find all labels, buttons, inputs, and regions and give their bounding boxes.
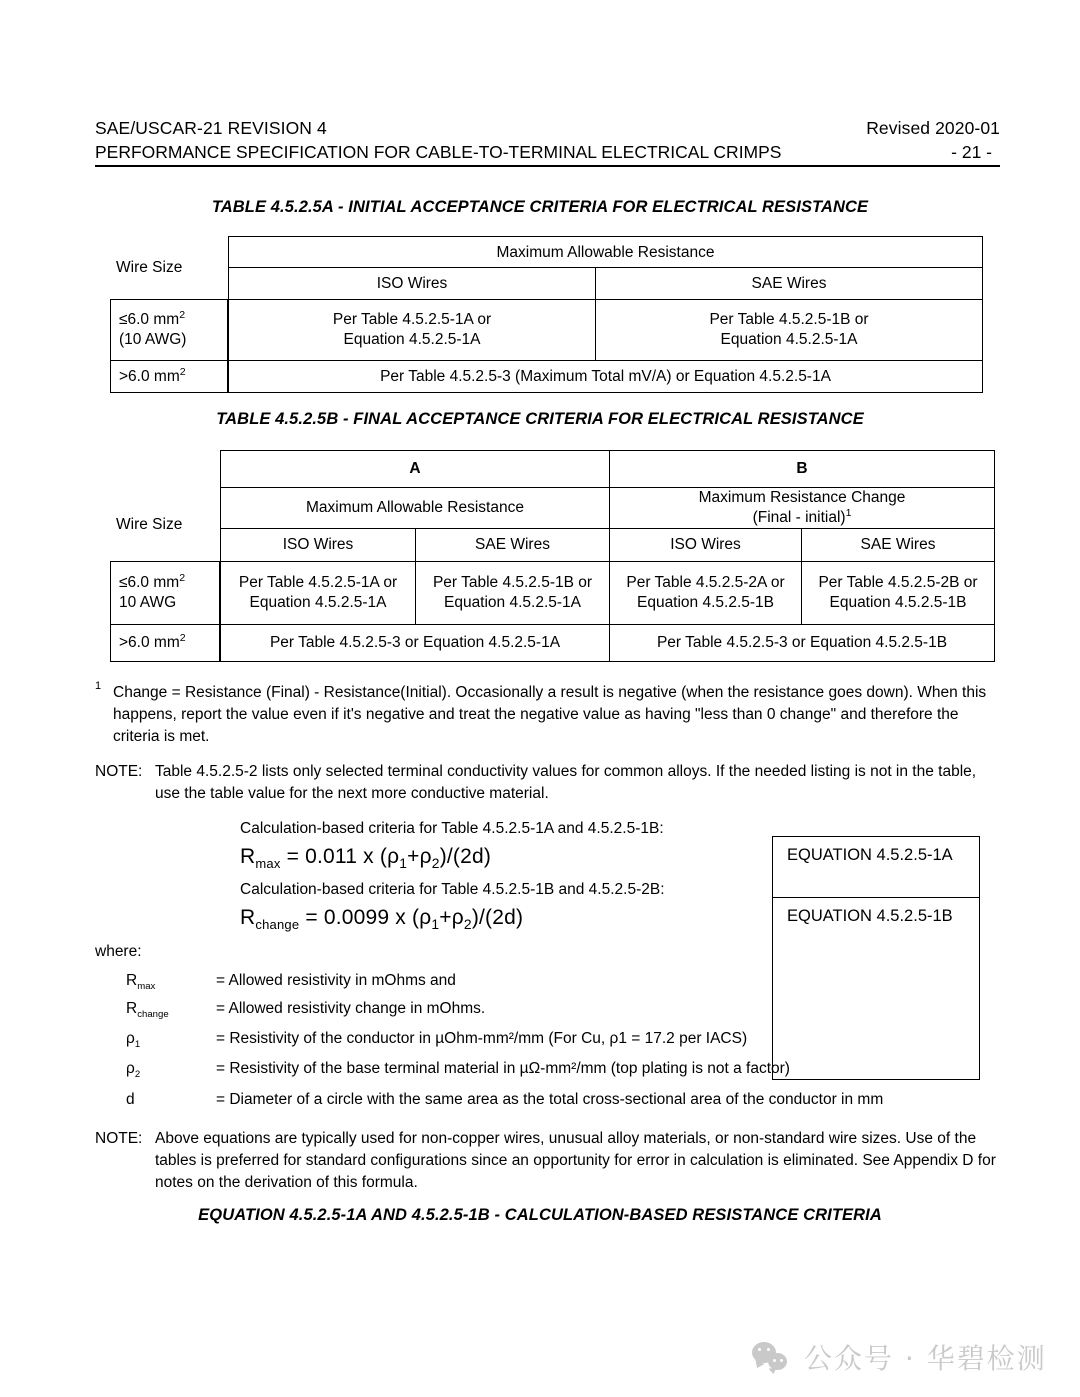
table-b-row1-size-sup: 2 — [179, 572, 186, 585]
table-a-row1-sae — [595, 299, 983, 361]
where-definition-rmax: = Allowed resistivity in mOhms and — [216, 972, 456, 989]
table-b-row1-b-sae-l2: Equation 4.5.2.5-1B — [829, 594, 967, 611]
table-b-row2-a-span: Per Table 4.5.2.5-3 or Equation 4.5.2.5-1A — [220, 624, 610, 662]
equation-2-symbol-sub: change — [255, 916, 300, 932]
table-a-row1-sae-l1: Per Table 4.5.2.5-1B or — [709, 311, 869, 329]
table-b-row1-a-iso — [220, 561, 416, 625]
note-2-label: NOTE: — [95, 1130, 143, 1147]
where-definition-rchange: = Allowed resistivity change in mOhms. — [216, 1000, 486, 1017]
table-a-row2-size-sup: 2 — [179, 365, 186, 378]
note-2 — [95, 1128, 1005, 1194]
table-b-row1-wire-size — [110, 561, 220, 625]
equation-2-rho1-sub: 1 — [431, 915, 440, 932]
where-symbol-rho2: $\rho_2$ — [126, 1060, 141, 1081]
table-b-group-a-letter: A — [220, 450, 610, 488]
table-b-row1-a-sae-l2: Equation 4.5.2.5-1A — [443, 594, 582, 611]
table-b-footnote-marker: 1 — [845, 506, 852, 519]
table-b-col-a-iso: ISO Wires — [220, 528, 416, 562]
equation-2-symbol: R — [240, 905, 256, 929]
equation-1-formula — [240, 842, 760, 871]
equation-1-body3: )/(2d) — [439, 844, 492, 868]
note-2-text: Above equations are typically used for non-copper wires, unusual alloy materials, or non-standard wire sizes. Use of the tables is preferred for standard configurations since an opportunity for error in calculation is eliminated. See Appendix D for notes on the derivation of this formula. — [155, 1130, 996, 1191]
table-b-col-b-iso: ISO Wires — [609, 528, 802, 562]
table-a-wire-size-header: Wire Size — [110, 236, 228, 300]
table-b-group-b-letter: B — [609, 450, 995, 488]
table-a-row2-wire-size — [110, 360, 228, 393]
table-b-row1-awg: 10 AWG — [119, 594, 177, 611]
where-definition-rho1: = Resistivity of the conductor in µOhm-mm²/mm (For Cu, ρ1 = 17.2 per IACS) — [216, 1030, 748, 1047]
where-symbol-d: d — [126, 1091, 135, 1108]
table-b-row1-a-iso-l1: Per Table 4.5.2.5-1A or — [238, 574, 398, 592]
final-caption: EQUATION 4.5.2.5-1A AND 4.5.2.5-1B - CALCULATION-BASED RESISTANCE CRITERIA — [198, 1206, 882, 1224]
table-b-row1-b-iso-l1: Per Table 4.5.2.5-2A or — [626, 574, 785, 592]
table-b-group-b-sub-l1: Maximum Resistance Change — [698, 489, 906, 507]
where-symbol-rmax: $R_{max}$ — [126, 972, 156, 993]
table-a-row2-span: Per Table 4.5.2.5-3 (Maximum Total mV/A) or Equation 4.5.2.5-1A — [228, 360, 983, 393]
equation-2-formula — [240, 903, 760, 932]
table-b-row1-b-sae — [801, 561, 995, 625]
where-definition-d: = Diameter of a circle with the same area as the total cross-sectional area of the conductor in mm — [216, 1091, 884, 1108]
equation-1-body: = 0.011 x (ρ — [280, 844, 400, 868]
equation-2-body: = 0.0099 x (ρ — [299, 905, 432, 929]
table-a-row1-sae-l2: Equation 4.5.2.5-1A — [720, 331, 858, 348]
table-a-row1-iso — [228, 299, 596, 361]
equation-1-rho2-sub: 2 — [431, 854, 440, 871]
where-symbol-rho1: $\rho_1$ — [126, 1030, 141, 1051]
equation-group-1 — [240, 818, 760, 871]
table-b-row2-wire-size — [110, 624, 220, 662]
note-1 — [95, 761, 1005, 805]
where-symbol-rchange: $R_{change}$ — [126, 1000, 169, 1021]
page-number: - 21 - — [951, 142, 992, 162]
equation-2-rho2-sub: 2 — [463, 915, 472, 932]
table-b-group-b-subheader — [609, 487, 995, 529]
table-a-row2-size-value: >6.0 mm — [119, 367, 180, 385]
equation-1-symbol: R — [240, 844, 256, 868]
equation-box-1a-label: EQUATION 4.5.2.5-1A — [787, 846, 953, 864]
footnote-1 — [95, 682, 1005, 748]
watermark — [752, 1337, 1047, 1377]
table-b-row1-b-iso — [609, 561, 802, 625]
table-b-row1-b-sae-l1: Per Table 4.5.2.5-2B or — [818, 574, 978, 592]
table-b-group-b-sub-l2: (Final - initial) — [752, 509, 846, 526]
table-a-row1-iso-l2: Equation 4.5.2.5-1A — [343, 331, 481, 348]
revised-date: Revised 2020-01 — [866, 118, 1000, 138]
table-b-row2-size-sup: 2 — [179, 631, 186, 644]
equation-group-2 — [240, 879, 760, 932]
table-b-row2-b-span: Per Table 4.5.2.5-3 or Equation 4.5.2.5-1B — [609, 624, 995, 662]
header-row-top — [95, 118, 1000, 139]
footnote-1-marker: 1 — [95, 680, 102, 692]
table-b-wire-size-header: Wire Size — [110, 487, 220, 562]
equation-2-body3: )/(2d) — [471, 905, 524, 929]
table-a-row1-iso-l1: Per Table 4.5.2.5-1A or — [332, 311, 492, 329]
note-1-label: NOTE: — [95, 763, 143, 780]
where-definition-rho2: = Resistivity of the base terminal material in µΩ-mm²/mm (top plating is not a factor) — [216, 1060, 790, 1077]
page-header — [95, 118, 1000, 167]
equation-1-intro: Calculation-based criteria for Table 4.5.2.5-1A and 4.5.2.5-1B: — [240, 820, 664, 837]
equation-box-1a — [772, 836, 980, 898]
table-b-row2-size-value: >6.0 mm — [119, 634, 180, 652]
equation-1-symbol-sub: max — [255, 855, 281, 871]
table-b-group-a-subheader: Maximum Allowable Resistance — [220, 487, 610, 529]
table-b-col-a-sae: SAE Wires — [415, 528, 610, 562]
table-b-row1-b-iso-l2: Equation 4.5.2.5-1B — [636, 594, 775, 611]
table-a-row1-size-sup: 2 — [179, 309, 186, 322]
equation-2-body2: +ρ — [439, 905, 464, 929]
equation-1-rho1-sub: 1 — [399, 854, 408, 871]
table-a-row1-awg: (10 AWG) — [119, 331, 187, 348]
table-b-title: TABLE 4.5.2.5B - FINAL ACCEPTANCE CRITERIA FOR ELECTRICAL RESISTANCE — [216, 410, 864, 428]
table-a-row1-size-value: ≤6.0 mm — [119, 311, 180, 329]
document-subtitle: PERFORMANCE SPECIFICATION FOR CABLE-TO-TERMINAL ELECTRICAL CRIMPS — [95, 142, 782, 162]
equation-1-body2: +ρ — [407, 844, 432, 868]
document-id: SAE/USCAR-21 REVISION 4 — [95, 118, 327, 138]
table-a-group-header: Maximum Allowable Resistance — [228, 236, 983, 269]
table-b-row1-a-iso-l2: Equation 4.5.2.5-1A — [249, 594, 387, 611]
equation-2-intro: Calculation-based criteria for Table 4.5.2.5-1B and 4.5.2.5-2B: — [240, 881, 665, 898]
watermark-text: 公众号 · 华碧检测 — [804, 1342, 1047, 1375]
footnote-1-text: Change = Resistance (Final) - Resistance(Initial). Occasionally a result is negative (when the resistance goes down). When this happens, report the value even if it's negative and treat the negative value as having "less than 0 change" and therefore the criteria is met. — [113, 684, 987, 745]
table-a-col-iso: ISO Wires — [228, 267, 596, 300]
table-a-col-sae: SAE Wires — [595, 267, 983, 300]
wechat-icon — [752, 1340, 792, 1374]
table-b-row1-a-sae-l1: Per Table 4.5.2.5-1B or — [432, 574, 593, 592]
table-a-row1-wire-size — [110, 299, 228, 361]
note-1-text: Table 4.5.2.5-2 lists only selected terminal conductivity values for common alloys. If the needed listing is not in the table, use the table value for the next more conductive material. — [155, 763, 977, 802]
where-label: where: — [95, 943, 142, 960]
table-b-row1-size-value: ≤6.0 mm — [119, 574, 180, 592]
equation-box-1b — [772, 897, 980, 1080]
table-b-col-b-sae: SAE Wires — [801, 528, 995, 562]
table-b-row1-a-sae — [415, 561, 610, 625]
equation-box-1b-label: EQUATION 4.5.2.5-1B — [787, 907, 953, 925]
header-row-bottom — [95, 142, 1000, 167]
table-a-title: TABLE 4.5.2.5A - INITIAL ACCEPTANCE CRITERIA FOR ELECTRICAL RESISTANCE — [211, 198, 869, 216]
